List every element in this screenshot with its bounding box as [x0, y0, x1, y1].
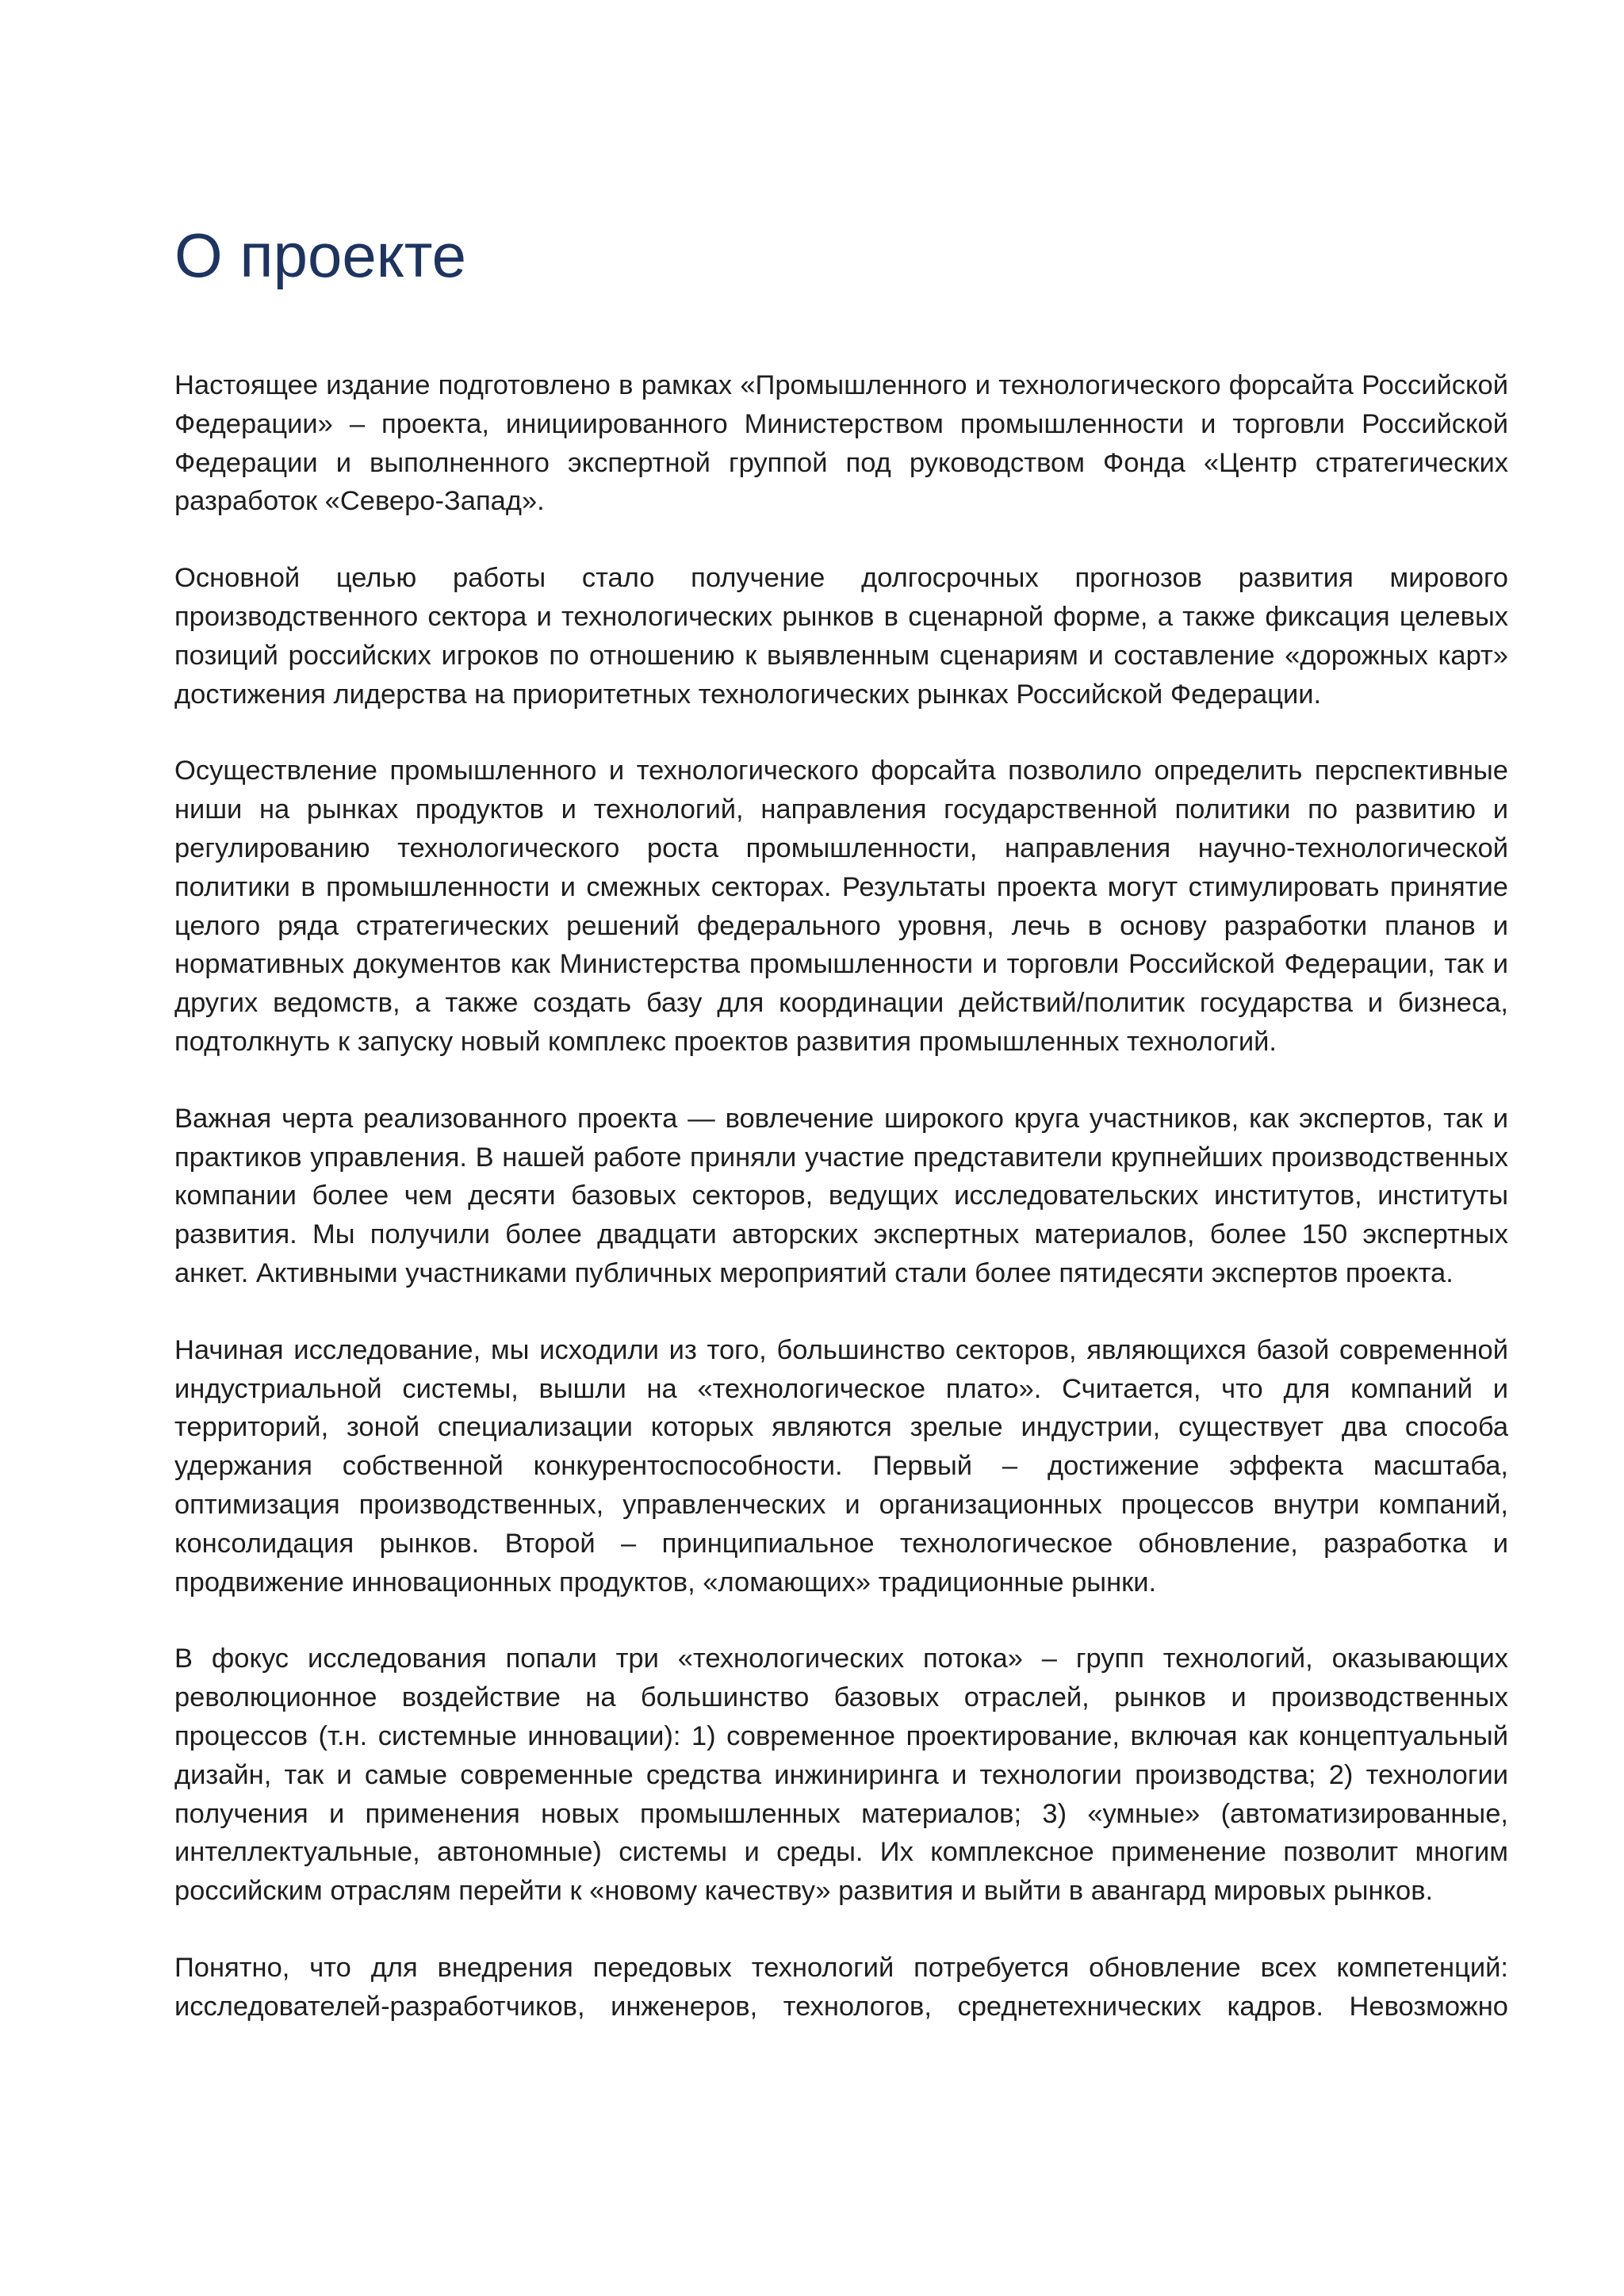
paragraph: В фокус исследования попали три «технологических потока» ‒ групп технологий, оказывающих революционное воздействие на большинство базовых отраслей, рынков и производственных процессов (т.н. системные инновации): 1) современное проектирование, включая как концептуальный дизайн, так и самые современные средства инжиниринга и технологии производства; 2) технологии получения и применения новых промышленных материалов; 3) «умные» (автоматизированные, интеллектуальные, автономные) системы и среды. Их комплексное применение позволит многим российским отраслям перейти к «новому качеству» развития и выйти в авангард мировых рынков.	[174, 1644, 1508, 1907]
paragraph: Основной целью работы стало получение долгосрочных прогнозов развития мирового производственного сектора и технологических рынков в сценарной форме, а также фиксация целевых позиций российских игроков по отношению к выявленным сценариям и составление «дорожных карт» достижения лидерства на приоритетных технологических рынках Российской Федерации.	[174, 563, 1508, 710]
paragraph: Настоящее издание подготовлено в рамках «Промышленного и технологического форсайта Российской Федерации» ‒ проекта, инициированного Министерством промышленности и торговли Российской Федерации и выполненного экспертной группой под руководством Фонда «Центр стратегических разработок «Северо-Запад».	[174, 370, 1508, 517]
paragraph: Начиная исследование, мы исходили из того, большинство секторов, являющихся базой современной индустриальной системы, вышли на «технологическое плато». Считается, что для компаний и территорий, зоной специализации которых являются зрелые индустрии, существует два способа удержания собственной конкурентоспособности. Первый ‒ достижение эффекта масштаба, оптимизация производственных, управленческих и организационных процессов внутри компаний, консолидация рынков. Второй ‒ принципиальное технологическое обновление, разработка и продвижение инновационных продуктов, «ломающих» традиционные рынки.	[174, 1334, 1508, 1598]
paragraph: Осуществление промышленного и технологического форсайта позволило определить перспективные ниши на рынках продуктов и технологий, направления государственной политики по развитию и регулированию технологического роста промышленности, направления научно-технологической политики в промышленности и смежных секторах. Результаты проекта могут стимулировать принятие целого ряда стратегических решений федерального уровня, лечь в основу разработки планов и нормативных документов как Министерства промышленности и торговли Российской Федерации, так и других ведомств, а также создать базу для координации действий/политик государства и бизнеса, подтолкнуть к запуску новый комплекс проектов развития промышленных технологий.	[174, 756, 1508, 1057]
paragraph: Важная черта реализованного проекта — вовлечение широкого круга участников, как экспертов, так и практиков управления. В нашей работе приняли участие представители крупнейших производственных компании более чем десяти базовых секторов, ведущих исследовательских институтов, институты развития. Мы получили более двадцати авторских экспертных материалов, более 150 экспертных анкет. Активными участниками публичных мероприятий стали более пятидесяти экспертов проекта.	[174, 1103, 1508, 1288]
page-title: О проекте	[174, 220, 466, 290]
page-content	[174, 214, 1508, 2026]
paragraph: Понятно, что для внедрения передовых технологий потребуется обновление всех компетенций: исследователей-разработчиков, инженеров, технологов, среднетехнических кадров. Невозможно	[174, 1952, 1508, 2022]
